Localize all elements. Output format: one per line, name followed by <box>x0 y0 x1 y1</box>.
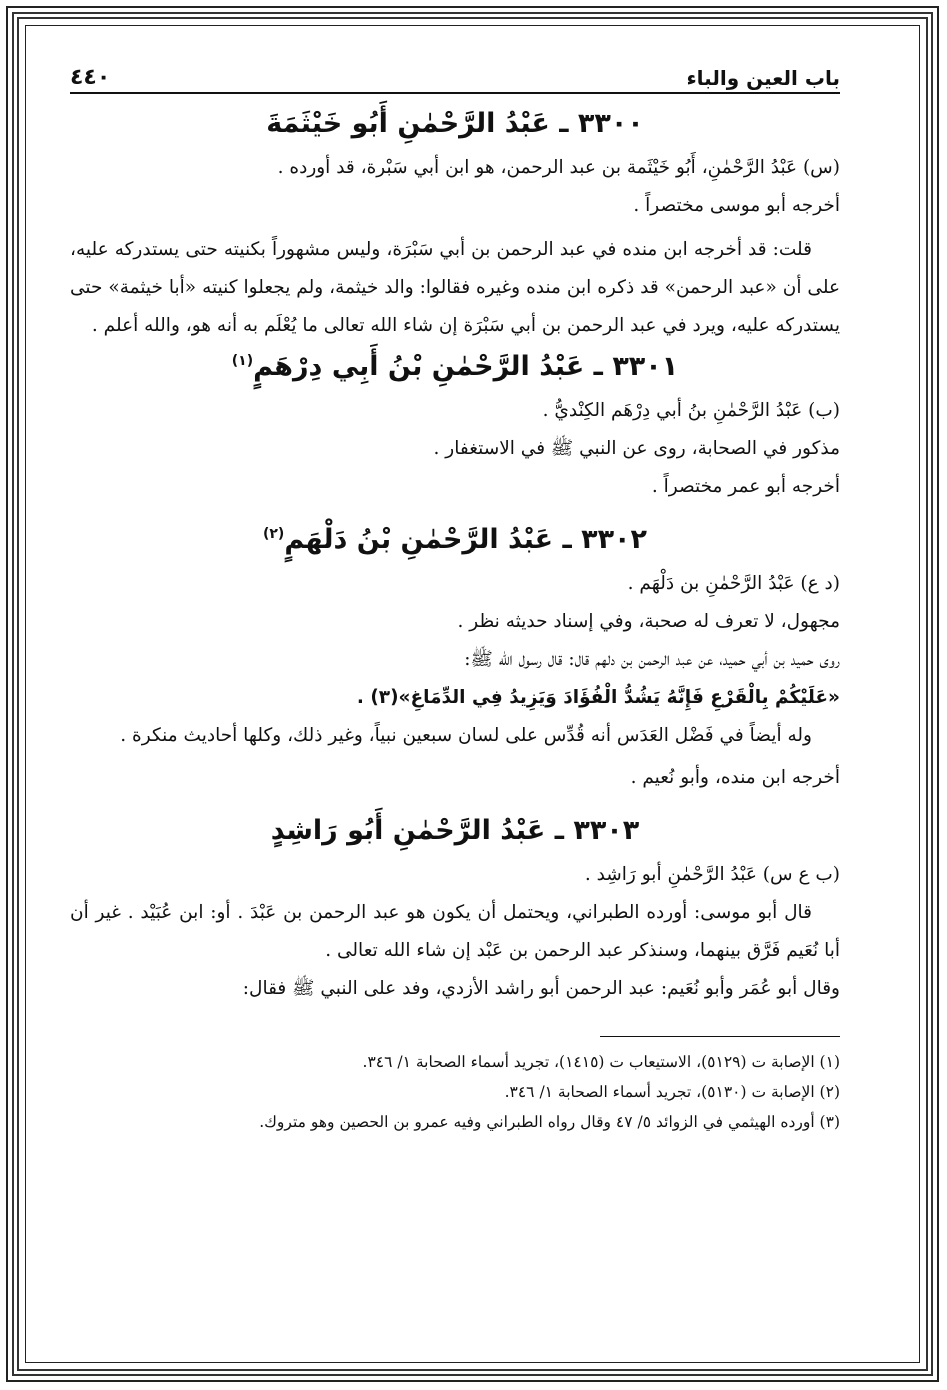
entry-line: مذكور في الصحابة، روى عن النبي ﷺ في الاستغفار . <box>433 438 840 459</box>
footnote-separator <box>600 1036 840 1037</box>
entry-3303 <box>70 815 840 1008</box>
entry-title: ٣٣٠٢ ـ عَبْدُ الرَّحْمٰنِ بْنُ دَلْهَمٍ$^{(٢)}$ <box>262 524 648 555</box>
chapter-title: باب العين والباء <box>686 66 840 90</box>
page-number: ٤٤٠ <box>70 65 111 90</box>
footnotes <box>70 1047 840 1137</box>
hadith-text: «عَلَيْكُمْ بِالْقَرْعِ فَإِنَّهُ يَشُدُّ الْفُؤَادَ وَيَزِيدُ فِي الدِّمَاغِ»(٣) . <box>356 687 840 708</box>
page-content <box>70 52 840 1342</box>
running-header <box>70 52 840 94</box>
entry-line: (س) عَبْدُ الرَّحْمٰنِ، أَبُو خَيْثَمة بن عبد الرحمن، هو ابن أبي سَبْرة، قد أورده . <box>277 157 840 178</box>
footnote-ref: (١) <box>231 353 254 369</box>
entry-title: ٣٣٠٠ ـ عَبْدُ الرَّحْمٰنِ أَبُو خَيْثَمَةَ <box>266 108 644 139</box>
footnote: (١) الإصابة ت (٥١٢٩)، الاستيعاب ت (١٤١٥)، تجريد أسماء الصحابة ١/ ٣٤٦. <box>362 1053 840 1071</box>
entry-paragraph: وله أيضاً في فَضْل العَدَس أنه قُدِّس على لسان سبعين نبياً، وغير ذلك، وكلها أحاديث منكرة . <box>120 725 812 746</box>
entry-line: روى حميد بن أبي حميد، عن عبد الرحمن بن دلهم قال: قال رسول الله ﷺ: <box>464 649 840 670</box>
entry-line: (ب ع س) عَبْدُ الرَّحْمٰنِ أبو رَاشِد . <box>584 864 840 885</box>
entry-3301 <box>70 351 840 506</box>
entry-line: أخرجه أبو موسى مختصراً . <box>633 195 840 216</box>
entry-line: أخرجه ابن منده، وأبو نُعيم . <box>630 767 840 788</box>
entry-3300 <box>70 108 840 345</box>
entry-line: (ب) عَبْدُ الرَّحْمٰنِ بنُ أبي دِرْهَم الكِنْديُّ . <box>542 400 840 421</box>
entry-title: ٣٣٠١ ـ عَبْدُ الرَّحْمٰنِ بْنُ أَبِي دِرْهَمٍ$^{(١)}$ <box>231 351 679 382</box>
entry-3302 <box>70 524 840 797</box>
entry-title: ٣٣٠٣ ـ عَبْدُ الرَّحْمٰنِ أَبُو رَاشِدٍ <box>270 815 640 846</box>
footnote: (٢) الإصابة ت (٥١٣٠)، تجريد أسماء الصحابة ١/ ٣٤٦. <box>504 1083 840 1101</box>
entry-paragraph: قال أبو موسى: أورده الطبراني، ويحتمل أن يكون هو عبد الرحمن بن عَبْدَ . أو: ابن عُبَيْد . غير أن أبا نُعَيم فَرَّق بينهما، وسنذكر عبد الرحمن بن عَبْد إن شاء الله تعالى . <box>70 902 840 961</box>
entry-line: (د ع) عَبْدُ الرَّحْمٰنِ بن دَلْهَم . <box>627 573 840 594</box>
entry-line: وقال أبو عُمَر وأبو نُعَيم: عبد الرحمن أبو راشد الأزدي، وفد على النبي ﷺ فقال: <box>242 978 840 999</box>
entry-paragraph: قلت: قد أخرجه ابن منده في عبد الرحمن بن أبي سَبْرَة، وليس مشهوراً بكنيته حتى يستدركه عليه، على أن «عبد الرحمن» قد ذكره ابن منده وغيره فقالوا: والد خيثمة، ولم يجعلوا كنيته «أبا خيثمة» حتى يستدركه عليه، ويرد في عبد الرحمن بن أبي سَبْرَة إن شاء الله تعالى ما يُعْلَم به أنه هو، والله أعلم . <box>70 239 840 336</box>
entry-line: أخرجه أبو عمر مختصراً . <box>651 476 840 497</box>
footnote-ref: (٢) <box>262 526 285 542</box>
footnote: (٣) أورده الهيثمي في الزوائد ٥/ ٤٧ وقال رواه الطبراني وفيه عمرو بن الحصين وهو متروك. <box>259 1113 840 1131</box>
entry-line: مجهول، لا تعرف له صحبة، وفي إسناد حديثه نظر . <box>457 611 840 632</box>
